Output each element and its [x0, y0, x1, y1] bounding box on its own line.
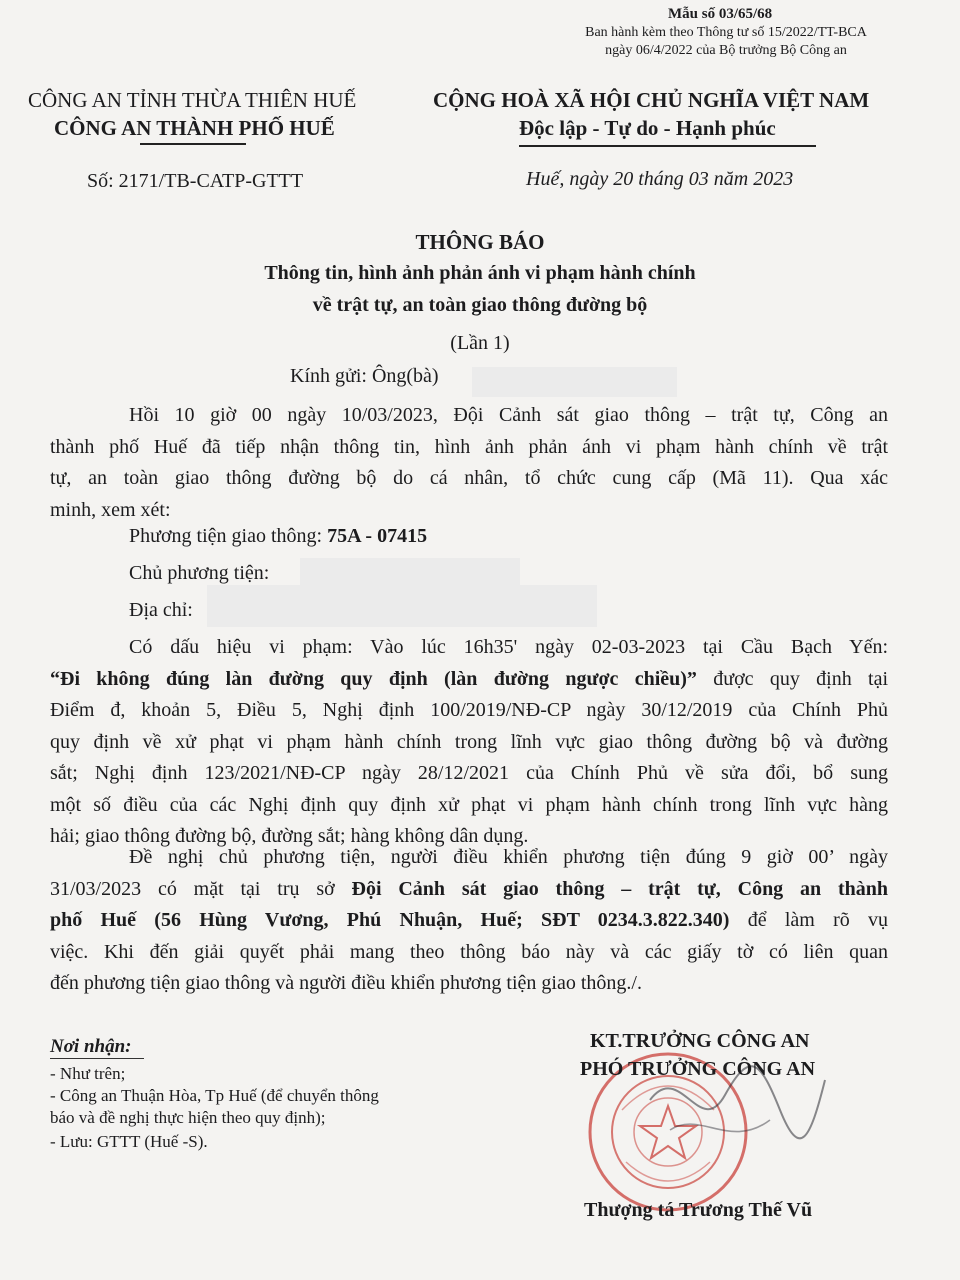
- request-line-3: [50, 905, 888, 937]
- owner-label: Chủ phương tiện:: [129, 562, 270, 584]
- agency-underline: [140, 143, 246, 145]
- violation-description: “Đi không đúng làn đường quy định (làn đường ngược chiều)”: [50, 667, 697, 690]
- violation-line: Có dấu hiệu vi phạm: Vào lúc 16h35' ngày 02-03-2023 tại Cầu Bạch Yến:: [129, 636, 888, 658]
- document-subtitle-2: về trật tự, an toàn giao thông đường bộ: [312, 294, 648, 316]
- violation-line: quy định về xử phạt vi phạm hành chính trong lĩnh vực giao thông đường bộ và đường: [50, 730, 888, 753]
- form-issued-note: [565, 24, 887, 60]
- violation-line: một số điều của các Nghị định quy định xử phạt vi phạm hành chính trong lĩnh vực hàng: [50, 793, 888, 816]
- request-line: Đề nghị chủ phương tiện, người điều khiển phương tiện đúng 9 giờ 00’ ngày: [129, 846, 888, 868]
- form-issued-line-1: Ban hành kèm theo Thông tư số 15/2022/TT-BCA: [585, 25, 867, 40]
- agency-sub-name: CÔNG AN THÀNH PHỐ HUẾ: [54, 116, 335, 140]
- violation-line-2-rest: được quy định tại: [696, 667, 889, 690]
- intro-paragraph: [50, 400, 888, 526]
- request-unit: Đội Cảnh sát giao thông – trật tự, Công an thành: [351, 877, 888, 900]
- recipients-title: Nơi nhận:: [50, 1036, 132, 1057]
- request-line: việc. Khi đến giải quyết phải mang theo thông báo này và các giấy tờ có liên quan: [50, 940, 888, 963]
- attempt-number: (Lần 1): [450, 332, 510, 354]
- recipient-label: Kính gửi: Ông(bà): [290, 365, 439, 387]
- vehicle-label: Phương tiện giao thông:: [129, 525, 323, 547]
- violation-line: sắt; Nghị định 123/2021/NĐ-CP ngày 28/12/2021 của Chính Phủ về sửa đổi, bổ sung: [50, 762, 888, 784]
- form-number: Mẫu số 03/65/68: [668, 6, 773, 22]
- intro-line: tự, an toàn giao thông đường bộ do cá nhân, tổ chức cung cấp (Mã 11). Qua xác: [50, 467, 888, 489]
- signature-title-1: KT.TRƯỞNG CÔNG AN: [590, 1030, 810, 1052]
- request-line-2-start: 31/03/2023 có mặt tại trụ sở: [50, 877, 352, 900]
- violation-line: hải; giao thông đường bộ, đường sắt; hàng không dân dụng.: [50, 825, 529, 847]
- intro-line: Hồi 10 giờ 00 ngày 10/03/2023, Đội Cảnh sát giao thông – trật tự, Công an: [129, 404, 888, 426]
- violation-line: Điểm đ, khoản 5, Điều 5, Nghị định 100/2019/NĐ-CP ngày 30/12/2019 của Chính Phủ: [50, 699, 888, 721]
- nation-name: CỘNG HOÀ XÃ HỘI CHỦ NGHĨA VIỆT NAM: [433, 88, 870, 112]
- request-address: phố Huế (56 Hùng Vương, Phú Nhuận, Huế; SĐT 0234.3.822.340): [50, 909, 730, 931]
- document-subtitle-1: Thông tin, hình ảnh phản ánh vi phạm hành chính: [264, 262, 696, 284]
- recipient-item: - Công an Thuận Hòa, Tp Huế (để chuyển thông: [50, 1086, 379, 1105]
- address-label: Địa chỉ:: [129, 599, 193, 621]
- request-line-3-rest: để làm rõ vụ: [729, 909, 889, 931]
- vehicle-plate: 75A - 07415: [327, 525, 428, 547]
- request-line: đến phương tiện giao thông và người điều khiển phương tiện giao thông./.: [50, 972, 642, 994]
- recipients-underline: [50, 1058, 144, 1059]
- document-title: THÔNG BÁO: [415, 230, 545, 254]
- intro-line: thành phố Huế đã tiếp nhận thông tin, hình ảnh phản ánh vi phạm hành chính về trật: [50, 435, 888, 458]
- signature-title-2: PHÓ TRƯỞNG CÔNG AN: [580, 1058, 816, 1080]
- recipient-item: báo và đề nghị thực hiện theo quy định);: [50, 1108, 326, 1127]
- document-number: Số: 2171/TB-CATP-GTTT: [87, 170, 304, 192]
- violation-paragraph: [50, 632, 888, 853]
- motto-underline: [519, 145, 816, 147]
- redacted-recipient: [472, 367, 677, 397]
- redacted-address: [207, 585, 597, 627]
- recipient-item: - Như trên;: [50, 1064, 126, 1083]
- form-issued-line-2: ngày 06/4/2022 của Bộ trưởng Bộ Công an: [605, 43, 847, 58]
- request-paragraph: [50, 842, 888, 1000]
- request-line-2: [50, 874, 888, 906]
- document-date: Huế, ngày 20 tháng 03 năm 2023: [526, 168, 794, 190]
- vehicle-field: [129, 525, 427, 548]
- redacted-owner: [300, 558, 520, 586]
- agency-name: CÔNG AN TỈNH THỪA THIÊN HUẾ: [28, 88, 357, 112]
- national-motto: Độc lập - Tự do - Hạnh phúc: [519, 116, 776, 140]
- signer-name: Thượng tá Trương Thế Vũ: [584, 1199, 813, 1221]
- intro-line: minh, xem xét:: [50, 498, 171, 521]
- violation-line-2: [50, 664, 888, 696]
- recipient-item: - Lưu: GTTT (Huế -S).: [50, 1132, 208, 1151]
